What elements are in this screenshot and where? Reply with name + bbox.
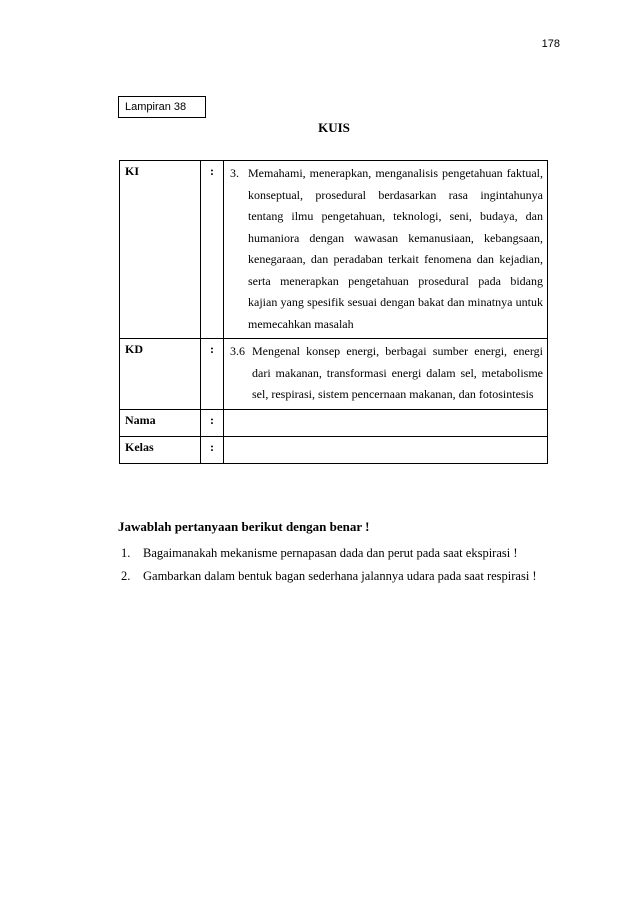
nama-field[interactable] bbox=[224, 409, 548, 436]
question-item bbox=[118, 542, 548, 565]
ki-number: 3. bbox=[230, 166, 239, 180]
ki-text: Memahami, menerapkan, menganalisis pengetahuan faktual, konseptual, prosedural berdasarkan rasa ingintahunya tentang ilmu pengetahuan, teknologi, seni, budaya, dan humaniora dengan wawasan kemanusiaan, kebangsaan, kenegaraan, dan peradaban terkait fenomena dan kejadian, serta menerapkan pengetahuan prosedural pada bidang kajian yang spesifik sesuai dengan bakat dan minatnya untuk memecahkan masalah bbox=[248, 166, 543, 331]
ki-row bbox=[120, 161, 548, 339]
question-item bbox=[118, 565, 548, 588]
info-table bbox=[119, 160, 548, 464]
instruction-text: Jawablah pertanyaan berikut dengan benar ! bbox=[118, 519, 370, 534]
question-text: Bagaimanakah mekanisme pernapasan dada dan perut pada saat ekspirasi ! bbox=[143, 546, 518, 560]
question-number: 2. bbox=[121, 569, 131, 583]
nama-colon: : bbox=[201, 409, 224, 436]
kd-number: 3.6 bbox=[230, 344, 245, 358]
question-number: 1. bbox=[121, 546, 131, 560]
question-text: Gambarkan dalam bentuk bagan sederhana jalannya udara pada saat respirasi ! bbox=[143, 569, 537, 583]
page-number: 178 bbox=[541, 38, 560, 50]
kd-row bbox=[120, 339, 548, 410]
kd-content bbox=[224, 339, 548, 410]
ki-colon: : bbox=[201, 161, 224, 339]
ki-label: KI bbox=[120, 161, 201, 339]
nama-label: Nama bbox=[120, 409, 201, 436]
kelas-colon: : bbox=[201, 436, 224, 463]
kelas-row bbox=[120, 436, 548, 463]
kelas-label: Kelas bbox=[120, 436, 201, 463]
lampiran-label: Lampiran 38 bbox=[118, 96, 206, 118]
kelas-field[interactable] bbox=[224, 436, 548, 463]
question-list bbox=[118, 542, 548, 588]
nama-row bbox=[120, 409, 548, 436]
kd-colon: : bbox=[201, 339, 224, 410]
kd-label: KD bbox=[120, 339, 201, 410]
ki-content bbox=[224, 161, 548, 339]
kd-text: Mengenal konsep energi, berbagai sumber energi, energi dari makanan, transformasi energi dalam sel, metabolisme sel, respirasi, sistem pencernaan makanan, dan fotosintesis bbox=[252, 344, 543, 401]
document-title: KUIS bbox=[318, 120, 350, 135]
